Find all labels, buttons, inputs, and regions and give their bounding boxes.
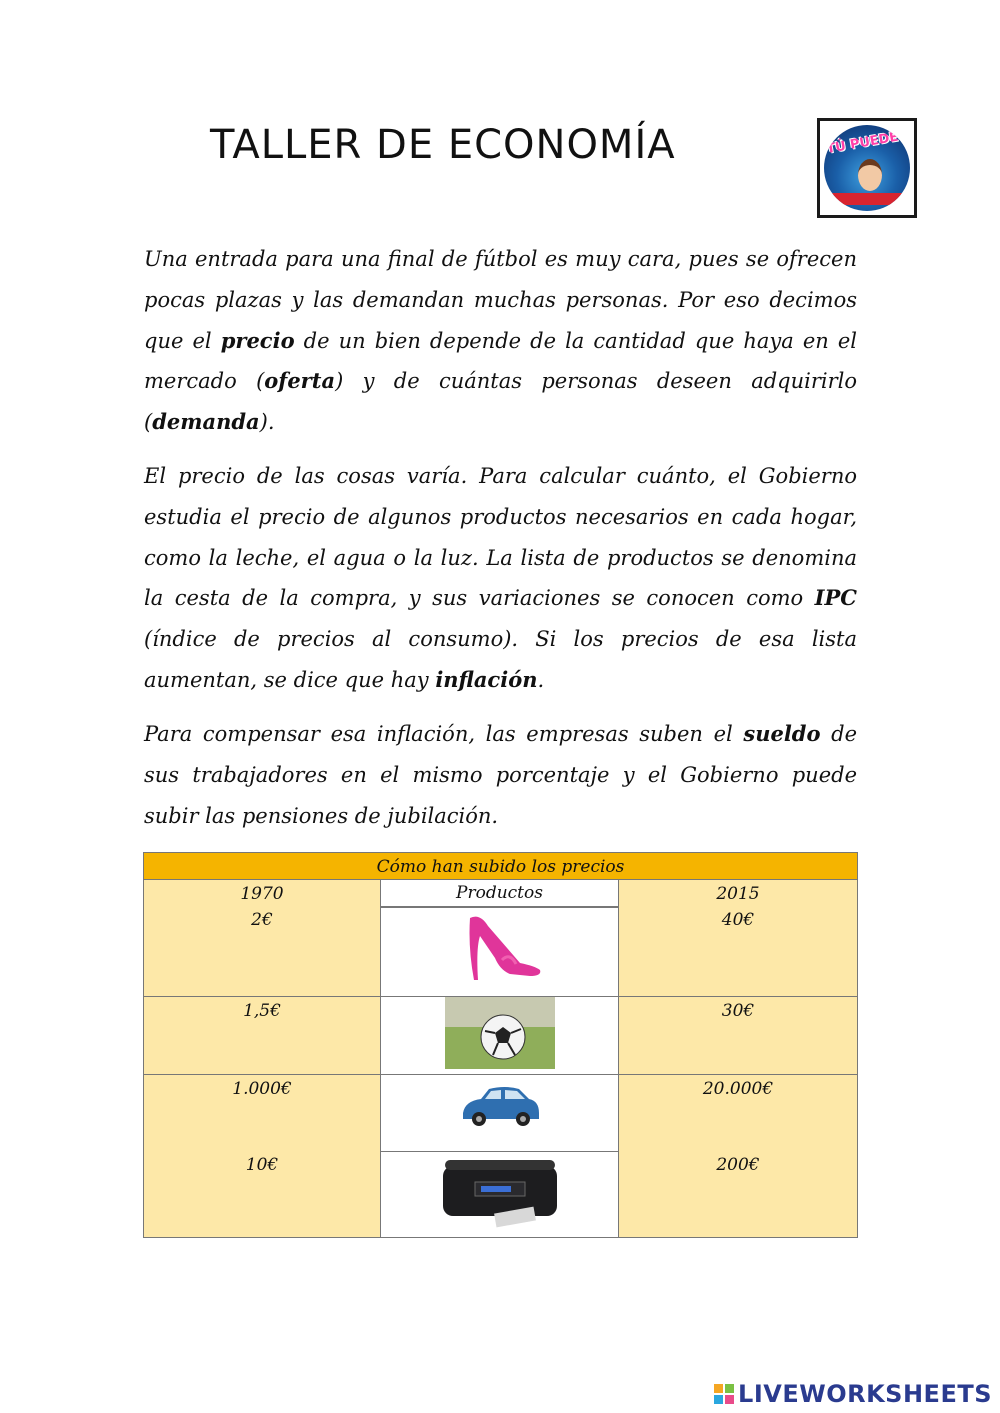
col-header-1970: 1970 (240, 884, 284, 904)
logo-badge (824, 125, 910, 211)
price-1970: 1.000€ (232, 1079, 292, 1099)
paragraph-offer-demand (144, 239, 857, 443)
price-2015: 40€ (721, 910, 755, 930)
ball-icon (445, 997, 555, 1069)
table-row (144, 1075, 381, 1238)
text: ). (259, 410, 275, 435)
table-row (619, 880, 858, 997)
car-icon (455, 1075, 545, 1135)
table-caption: Cómo han subido los precios (144, 853, 858, 880)
logo-band (824, 193, 910, 205)
table-row (144, 997, 381, 1075)
keyword-inflacion: inflación (435, 666, 538, 692)
price-2015: 30€ (721, 1001, 755, 1021)
products-label: Productos (381, 880, 618, 907)
sandal-icon (450, 908, 550, 988)
col-header-products (381, 880, 619, 908)
table-row (619, 1075, 858, 1238)
avatar-icon (858, 159, 882, 191)
radio-image (381, 1152, 619, 1238)
keyword-demanda: demanda (152, 409, 260, 435)
price-1970: 2€ (251, 910, 273, 930)
tu-puedes-logo (817, 118, 917, 218)
text: (índice de precios al consumo). Si los precios de esa lista aumentan, se dice que hay (144, 627, 857, 692)
price-2015: 20.000€ (702, 1079, 774, 1099)
keyword-ipc: IPC (814, 585, 857, 611)
price-1970: 1,5€ (243, 1001, 281, 1021)
watermark-text: LIVEWORKSHEETS (738, 1380, 992, 1408)
text: de un bien depende de la cantidad que haya en el mercado ( (144, 328, 858, 394)
ball-image (381, 997, 619, 1075)
price-1970: 10€ (245, 1155, 279, 1175)
sandal-image (381, 908, 619, 997)
liveworksheets-watermark (714, 1380, 992, 1408)
radio-icon (435, 1152, 565, 1232)
text: ) y de cuántas personas deseen adquirirlo ( (144, 369, 857, 435)
text: El precio de las cosas varía. Para calcular cuánto, el Gobierno estudia el precio de algunos productos necesarios en cada hogar, como la leche, el agua o la luz. La lista de productos se denomina la cesta de la compra, y sus variaciones se conocen como (144, 464, 857, 611)
keyword-sueldo: sueldo (743, 721, 821, 746)
liveworksheets-icon (714, 1382, 734, 1402)
car-image (381, 1075, 619, 1152)
table-row (619, 997, 858, 1075)
text: Una entrada para una final de fútbol es muy cara, pues se ofrecen pocas plazas y las demandan muchas personas. Por eso decimos que el (144, 247, 857, 353)
keyword-precio: precio (220, 327, 295, 353)
page-title: TALLER DE ECONOMÍA (210, 122, 676, 168)
keyword-oferta: oferta (264, 368, 336, 394)
table-row (144, 880, 381, 997)
logo-text: TÚ PUEDES (825, 127, 909, 158)
col-header-2015: 2015 (716, 884, 760, 904)
text: de sus trabajadores en el mismo porcentaje y el Gobierno puede subir las pensiones de jubilación. (144, 722, 858, 828)
prices-table (143, 852, 858, 1238)
paragraph-ipc (144, 456, 857, 701)
paragraph-salary (144, 714, 857, 836)
text: Para compensar esa inflación, las empresas suben el (144, 722, 744, 746)
price-2015: 200€ (716, 1155, 760, 1175)
text: . (537, 667, 545, 692)
